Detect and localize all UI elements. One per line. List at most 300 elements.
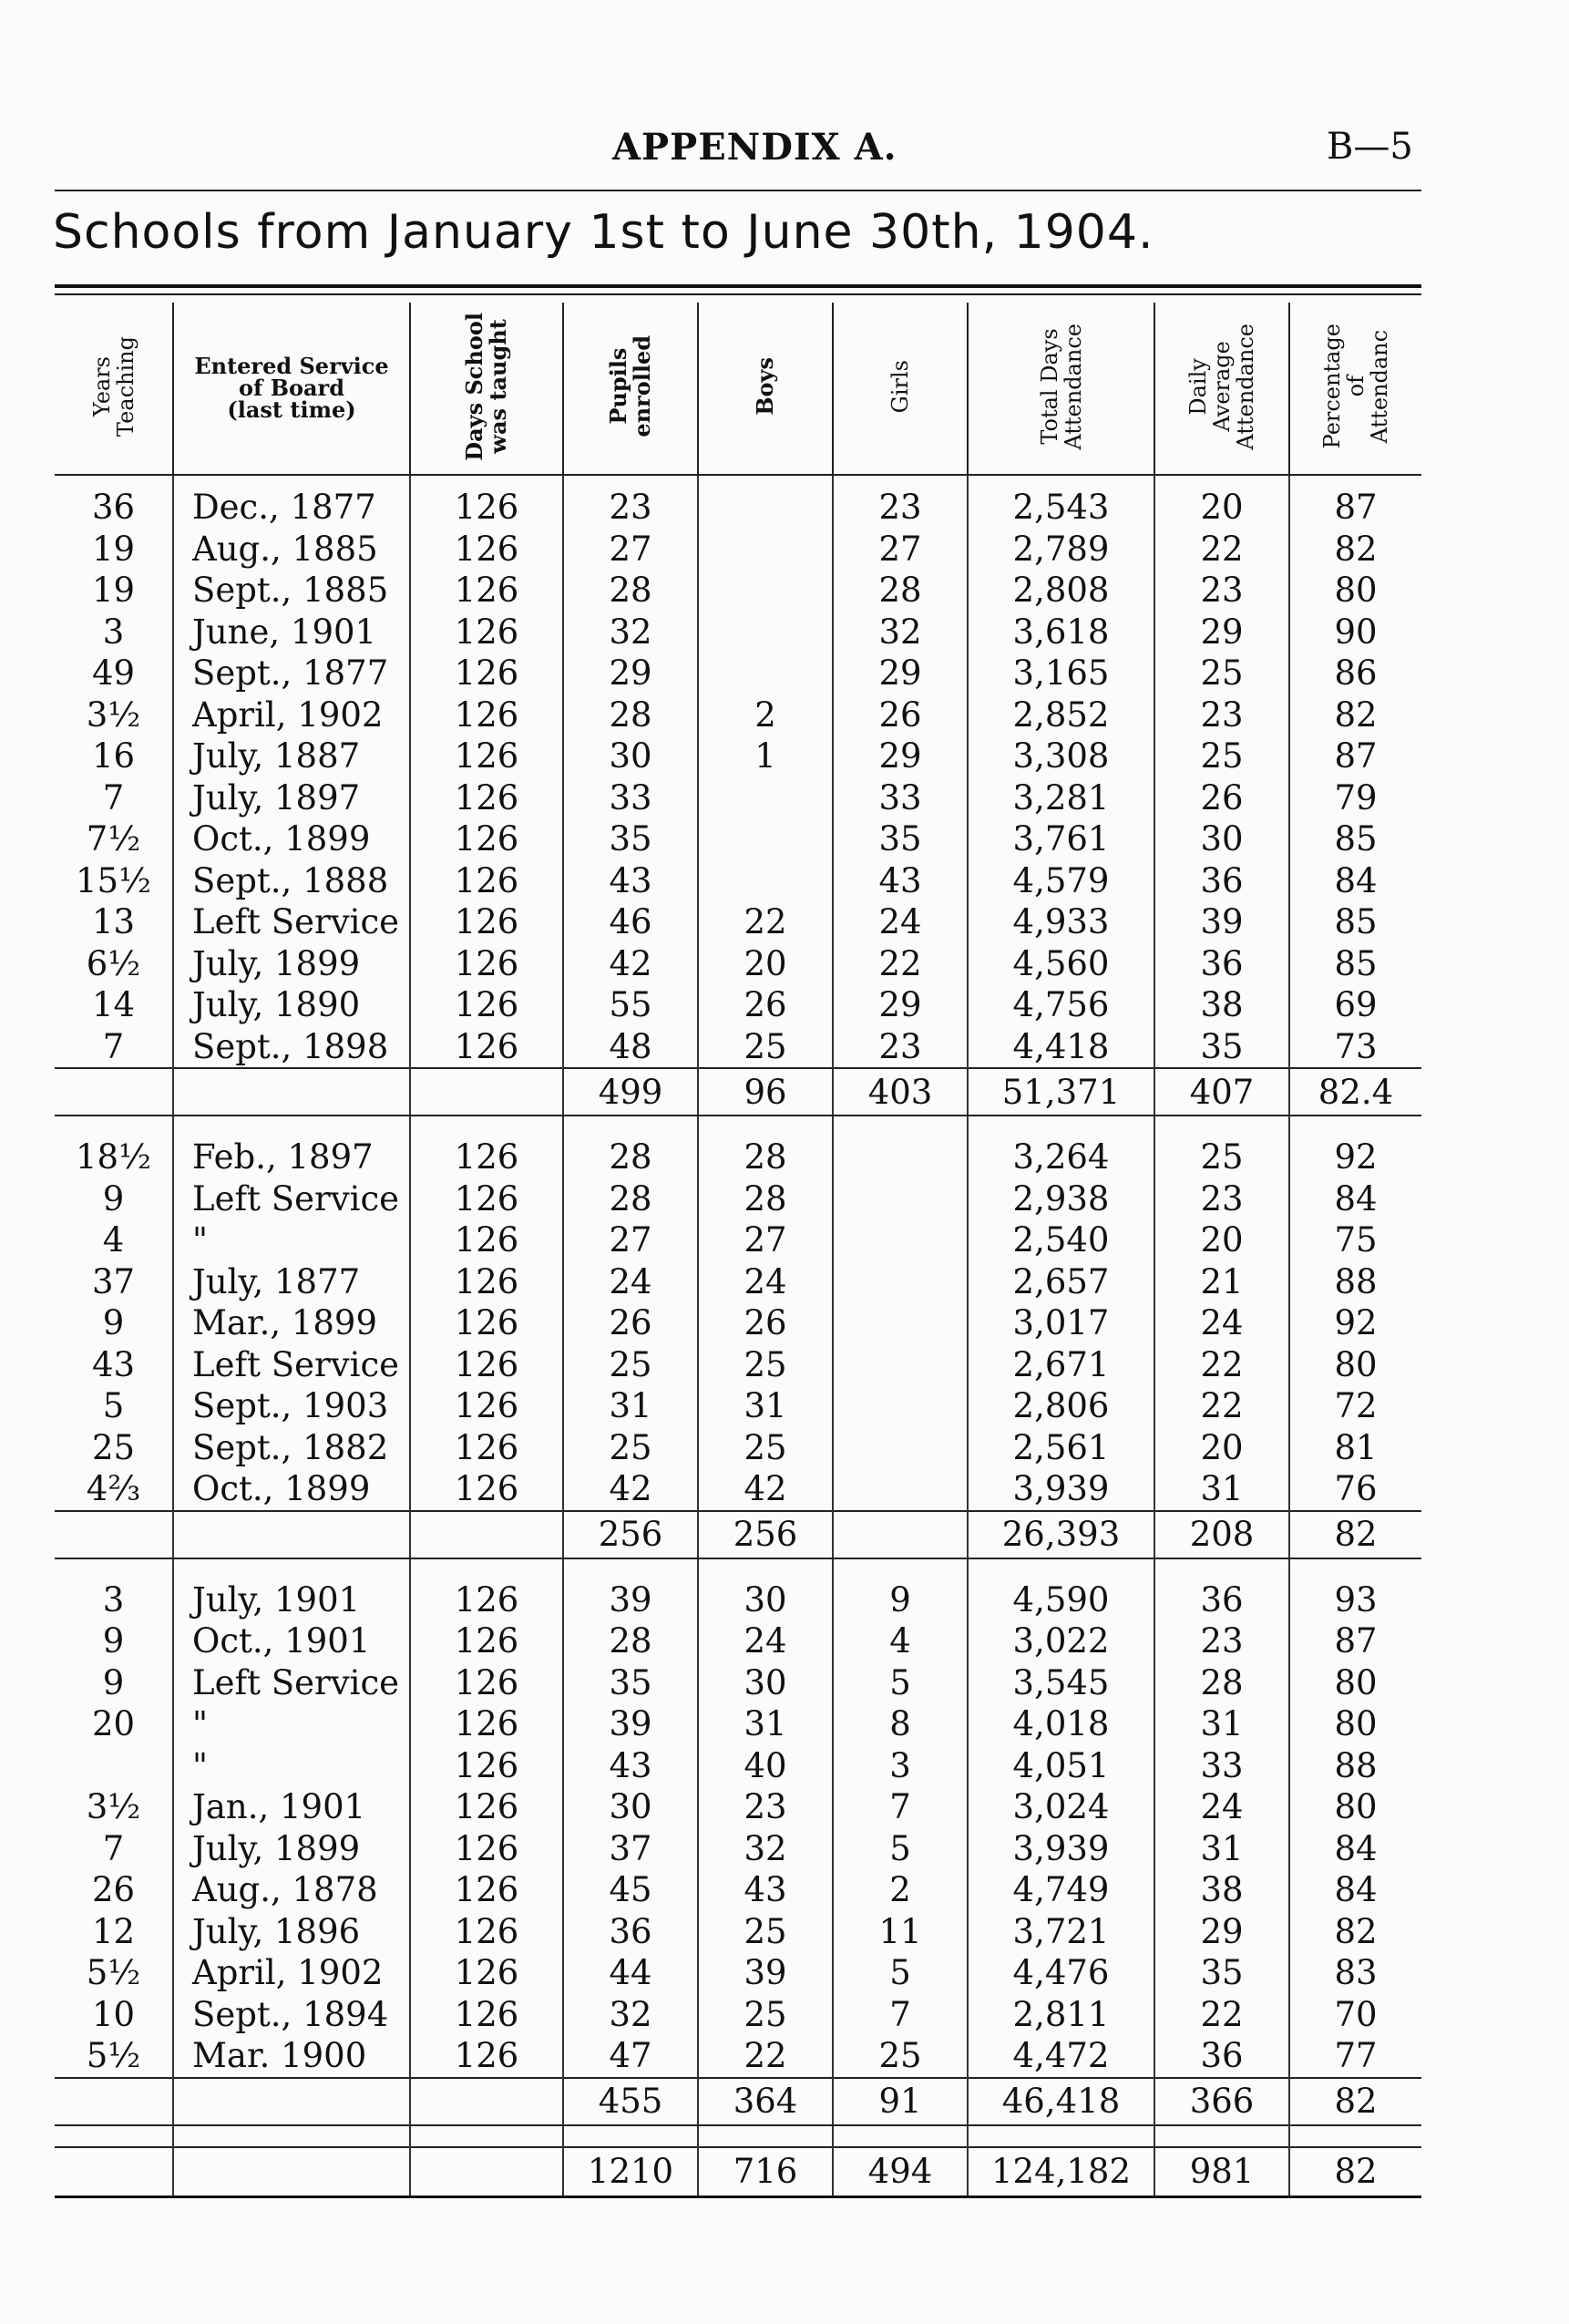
cell-entered: June, 1901 (173, 612, 410, 653)
cell-entered: Sept., 1885 (173, 570, 410, 612)
cell-years: 7 (102, 1026, 125, 1066)
cell-percentage: 80 (1289, 570, 1421, 612)
cell-percentage: 92 (1289, 1136, 1421, 1178)
cell-days: 126 (410, 1662, 563, 1704)
cell-pupils (563, 2125, 698, 2147)
cell-girls (833, 2125, 968, 2147)
cell-girls (833, 1558, 968, 1579)
cell-boys (698, 475, 833, 487)
cell-percentage: 77 (1289, 2035, 1421, 2078)
header-rule (55, 190, 1421, 191)
cell-daily-avg (1154, 475, 1289, 487)
cell-daily-avg: 981 (1154, 2147, 1289, 2197)
cell-total-days: 2,938 (968, 1178, 1154, 1220)
cell-daily-avg: 22 (1154, 1344, 1289, 1386)
cell-daily-avg: 20 (1154, 487, 1289, 529)
cell-boys: 716 (698, 2147, 833, 2197)
cell-pupils: 23 (563, 487, 698, 529)
cell-years: 3 (102, 1579, 125, 1620)
group-gap (55, 2125, 1421, 2147)
cell-percentage (1289, 475, 1421, 487)
cell-daily-avg: 22 (1154, 529, 1289, 571)
cell-percentage: 88 (1289, 1261, 1421, 1303)
cell-total-days (968, 2125, 1154, 2147)
cell-percentage: 93 (1289, 1579, 1421, 1621)
cell-pupils: 25 (563, 1427, 698, 1469)
cell-days: 126 (410, 1344, 563, 1386)
cell-pupils: 1210 (563, 2147, 698, 2197)
cell-years: 25 (91, 1427, 136, 1467)
cell-pupils: 39 (563, 1579, 698, 1621)
cell-total-days: 4,579 (968, 860, 1154, 902)
cell-years: 9 (102, 1621, 125, 1661)
cell-daily-avg: 22 (1154, 1385, 1289, 1427)
cell-pupils: 499 (563, 1068, 698, 1116)
cell-years: 13 (91, 902, 136, 942)
cell-entered (173, 2125, 410, 2147)
cell-days: 126 (410, 1219, 563, 1261)
cell-entered: July, 1899 (173, 1828, 410, 1870)
cell-total-days (968, 1558, 1154, 1579)
cell-percentage: 82 (1289, 1911, 1421, 1953)
cell-boys (698, 818, 833, 860)
cell-pupils: 48 (563, 1026, 698, 1069)
cell-girls: 3 (833, 1745, 968, 1787)
cell-girls (833, 1116, 968, 1136)
cell-total-days: 3,024 (968, 1786, 1154, 1828)
cell-percentage: 86 (1289, 653, 1421, 694)
cell-entered: July, 1890 (173, 984, 410, 1026)
cell-total-days: 3,939 (968, 1468, 1154, 1511)
cell-years: 18½ (76, 1137, 151, 1177)
cell-girls: 24 (833, 901, 968, 943)
cell-girls: 29 (833, 653, 968, 694)
cell-girls: 26 (833, 694, 968, 736)
cell-girls (833, 475, 968, 487)
cell-percentage: 79 (1289, 777, 1421, 819)
table-row (55, 1468, 1421, 1511)
cell-entered: Aug., 1885 (173, 529, 410, 571)
cell-boys (698, 529, 833, 571)
cell-girls: 9 (833, 1579, 968, 1621)
cell-years: 4⅔ (86, 1469, 141, 1509)
cell-entered: July, 1887 (173, 735, 410, 777)
table-body (55, 475, 1421, 2196)
cell-total-days: 3,165 (968, 653, 1154, 694)
cell-daily-avg: 35 (1154, 1952, 1289, 1994)
cell-girls: 5 (833, 1662, 968, 1704)
cell-daily-avg: 26 (1154, 777, 1289, 819)
cell-daily-avg: 31 (1154, 1703, 1289, 1745)
col-header-pct-label: Percentage of Attendanc (1319, 324, 1392, 449)
cell-total-days: 4,051 (968, 1745, 1154, 1787)
cell-percentage: 82 (1289, 1511, 1421, 1558)
cell-pupils: 44 (563, 1952, 698, 1994)
cell-girls (833, 1261, 968, 1303)
cell-years: 6½ (86, 943, 141, 983)
cell-pupils: 28 (563, 1136, 698, 1178)
table-row (55, 735, 1421, 777)
cell-percentage: 87 (1289, 735, 1421, 777)
col-header-daily (1154, 303, 1289, 475)
cell-years: 3 (102, 612, 125, 652)
cell-daily-avg (1154, 1558, 1289, 1579)
cell-pupils: 30 (563, 1786, 698, 1828)
cell-percentage: 82.4 (1289, 1068, 1421, 1116)
cell-pupils: 27 (563, 1219, 698, 1261)
cell-entered: Feb., 1897 (173, 1136, 410, 1178)
subtotal-row (55, 1511, 1421, 1558)
cell-total-days: 2,657 (968, 1261, 1154, 1303)
cell-days (410, 1511, 563, 1558)
cell-boys: 42 (698, 1468, 833, 1511)
cell-daily-avg: 23 (1154, 1178, 1289, 1220)
cell-years: 16 (91, 736, 136, 776)
cell-total-days: 4,560 (968, 943, 1154, 985)
table-row (55, 860, 1421, 902)
cell-percentage: 70 (1289, 1994, 1421, 2036)
cell-total-days: 3,022 (968, 1620, 1154, 1662)
cell-years: 15½ (76, 860, 151, 900)
cell-entered: Sept., 1903 (173, 1385, 410, 1427)
cell-entered: " (173, 1745, 410, 1787)
cell-days (410, 2078, 563, 2125)
cell-daily-avg: 31 (1154, 1468, 1289, 1511)
col-header-pupils (563, 303, 698, 475)
cell-boys: 25 (698, 1911, 833, 1953)
col-header-total (968, 303, 1154, 475)
cell-entered (173, 1116, 410, 1136)
table-row (55, 901, 1421, 943)
cell-pupils: 24 (563, 1261, 698, 1303)
cell-percentage: 82 (1289, 2147, 1421, 2197)
cell-total-days: 2,540 (968, 1219, 1154, 1261)
cell-girls: 28 (833, 570, 968, 612)
cell-days: 126 (410, 943, 563, 985)
cell-girls: 494 (833, 2147, 968, 2197)
cell-years: 37 (91, 1261, 136, 1301)
cell-percentage: 72 (1289, 1385, 1421, 1427)
cell-days: 126 (410, 1994, 563, 2036)
cell-daily-avg: 38 (1154, 984, 1289, 1026)
cell-years: 14 (91, 985, 136, 1025)
cell-pupils: 36 (563, 1911, 698, 1953)
cell-daily-avg: 25 (1154, 653, 1289, 694)
cell-entered: " (173, 1703, 410, 1745)
cell-percentage: 84 (1289, 1178, 1421, 1220)
cell-boys: 43 (698, 1869, 833, 1911)
cell-pupils: 26 (563, 1302, 698, 1344)
cell-years (55, 1745, 173, 1787)
cell-boys: 30 (698, 1579, 833, 1621)
cell-pupils: 35 (563, 818, 698, 860)
cell-girls (833, 1219, 968, 1261)
cell-percentage (1289, 2125, 1421, 2147)
appendix-heading: APPENDIX A. (612, 126, 897, 169)
cell-years (55, 1558, 173, 1579)
cell-boys (698, 570, 833, 612)
cell-years: 43 (91, 1344, 136, 1384)
cell-total-days: 124,182 (968, 2147, 1154, 2197)
cell-years: 5½ (86, 2036, 141, 2076)
cell-years: 9 (102, 1662, 125, 1702)
cell-total-days: 3,308 (968, 735, 1154, 777)
table-row (55, 943, 1421, 985)
cell-pupils: 28 (563, 1620, 698, 1662)
schools-table (55, 303, 1421, 2198)
cell-entered: Sept., 1882 (173, 1427, 410, 1469)
cell-total-days: 3,281 (968, 777, 1154, 819)
col-header-boys (698, 303, 833, 475)
cell-girls: 2 (833, 1869, 968, 1911)
cell-percentage: 84 (1289, 1828, 1421, 1870)
cell-days: 126 (410, 777, 563, 819)
cell-daily-avg: 20 (1154, 1427, 1289, 1469)
cell-girls: 5 (833, 1828, 968, 1870)
cell-boys: 24 (698, 1261, 833, 1303)
title-rule-thick (55, 284, 1421, 288)
cell-girls (833, 1385, 968, 1427)
col-header-pct (1289, 303, 1421, 475)
cell-entered: " (173, 1219, 410, 1261)
cell-boys (698, 860, 833, 902)
cell-days: 126 (410, 1786, 563, 1828)
cell-years: 9 (102, 1178, 125, 1219)
cell-total-days: 2,543 (968, 487, 1154, 529)
cell-daily-avg: 23 (1154, 694, 1289, 736)
cell-pupils: 39 (563, 1703, 698, 1745)
cell-pupils: 43 (563, 860, 698, 902)
cell-years: 7 (102, 777, 125, 818)
cell-years: 19 (91, 571, 136, 611)
cell-boys (698, 2125, 833, 2147)
cell-entered: Oct., 1899 (173, 818, 410, 860)
cell-days: 126 (410, 735, 563, 777)
cell-entered: Left Service (173, 901, 410, 943)
cell-girls (833, 1178, 968, 1220)
page-title: Schools from January 1st to June 30th, 1904. (53, 205, 1154, 260)
cell-daily-avg: 31 (1154, 1828, 1289, 1870)
cell-daily-avg: 35 (1154, 1026, 1289, 1069)
cell-days: 126 (410, 1178, 563, 1220)
cell-entered: Sept., 1888 (173, 860, 410, 902)
cell-percentage (1289, 1116, 1421, 1136)
cell-entered: Left Service (173, 1178, 410, 1220)
cell-percentage: 87 (1289, 1620, 1421, 1662)
cell-boys (698, 1558, 833, 1579)
cell-days (410, 475, 563, 487)
cell-daily-avg: 29 (1154, 612, 1289, 653)
cell-percentage: 80 (1289, 1662, 1421, 1704)
cell-days (410, 2147, 563, 2197)
page-number: B—5 (1327, 126, 1413, 168)
cell-days: 126 (410, 1952, 563, 1994)
cell-total-days: 2,671 (968, 1344, 1154, 1386)
cell-girls: 22 (833, 943, 968, 985)
cell-entered: July, 1897 (173, 777, 410, 819)
cell-years: 20 (91, 1704, 136, 1744)
cell-total-days (968, 1116, 1154, 1136)
cell-years: 19 (91, 529, 136, 569)
cell-girls (833, 1302, 968, 1344)
cell-entered (173, 475, 410, 487)
col-header-days (410, 303, 563, 475)
cell-days: 126 (410, 1385, 563, 1427)
cell-years: 49 (91, 653, 136, 694)
cell-percentage: 73 (1289, 1026, 1421, 1069)
cell-total-days: 2,806 (968, 1385, 1154, 1427)
cell-boys (698, 487, 833, 529)
cell-days: 126 (410, 1261, 563, 1303)
cell-total-days: 2,852 (968, 694, 1154, 736)
cell-girls (833, 1511, 968, 1558)
cell-years: 7 (102, 1828, 125, 1868)
cell-girls: 43 (833, 860, 968, 902)
cell-years (55, 1116, 173, 1136)
cell-girls: 8 (833, 1703, 968, 1745)
cell-pupils: 32 (563, 612, 698, 653)
cell-days: 126 (410, 529, 563, 571)
cell-pupils: 43 (563, 1745, 698, 1787)
table-row (55, 818, 1421, 860)
cell-girls (833, 1344, 968, 1386)
cell-total-days: 46,418 (968, 2078, 1154, 2125)
group-gap (55, 1116, 1421, 1136)
cell-percentage: 85 (1289, 818, 1421, 860)
table-row (55, 570, 1421, 612)
cell-percentage: 92 (1289, 1302, 1421, 1344)
col-header-days-label: Days School was taught (461, 312, 511, 461)
cell-days: 126 (410, 984, 563, 1026)
cell-pupils: 28 (563, 694, 698, 736)
cell-percentage: 83 (1289, 1952, 1421, 1994)
cell-entered: Mar. 1900 (173, 2035, 410, 2078)
cell-total-days: 3,761 (968, 818, 1154, 860)
cell-percentage (1289, 1558, 1421, 1579)
col-header-years (55, 303, 173, 475)
table-row (55, 1786, 1421, 1828)
cell-daily-avg: 20 (1154, 1219, 1289, 1261)
cell-girls: 27 (833, 529, 968, 571)
cell-days: 126 (410, 1427, 563, 1469)
cell-entered: Sept., 1898 (173, 1026, 410, 1069)
cell-daily-avg: 366 (1154, 2078, 1289, 2125)
cell-days: 126 (410, 1869, 563, 1911)
cell-boys (698, 777, 833, 819)
cell-total-days: 2,808 (968, 570, 1154, 612)
table-row (55, 1385, 1421, 1427)
cell-pupils (563, 1116, 698, 1136)
table-row (55, 777, 1421, 819)
cell-total-days: 3,017 (968, 1302, 1154, 1344)
cell-girls: 29 (833, 984, 968, 1026)
cell-entered: Left Service (173, 1344, 410, 1386)
cell-total-days: 3,264 (968, 1136, 1154, 1178)
cell-girls: 91 (833, 2078, 968, 2125)
cell-days: 126 (410, 1703, 563, 1745)
table-row (55, 653, 1421, 694)
cell-total-days: 2,811 (968, 1994, 1154, 2036)
cell-entered: April, 1902 (173, 1952, 410, 1994)
cell-girls: 25 (833, 2035, 968, 2078)
cell-boys: 22 (698, 2035, 833, 2078)
cell-days: 126 (410, 1136, 563, 1178)
cell-pupils: 28 (563, 1178, 698, 1220)
cell-entered (173, 2147, 410, 2197)
cell-years: 26 (91, 1870, 136, 1910)
cell-entered: Sept., 1877 (173, 653, 410, 694)
cell-daily-avg: 36 (1154, 1579, 1289, 1621)
table-row (55, 984, 1421, 1026)
col-header-pupils-label: Pupils enrolled (605, 335, 655, 437)
cell-pupils: 256 (563, 1511, 698, 1558)
cell-boys: 25 (698, 1427, 833, 1469)
cell-days: 126 (410, 1468, 563, 1511)
cell-days: 126 (410, 487, 563, 529)
table-row (55, 487, 1421, 529)
cell-boys: 31 (698, 1703, 833, 1745)
cell-days: 126 (410, 901, 563, 943)
cell-daily-avg: 25 (1154, 735, 1289, 777)
column-header-row (55, 303, 1421, 475)
col-header-girls (833, 303, 968, 475)
cell-girls: 11 (833, 1911, 968, 1953)
table-row (55, 1869, 1421, 1911)
cell-girls: 23 (833, 1026, 968, 1069)
cell-days (410, 2125, 563, 2147)
cell-boys: 256 (698, 1511, 833, 1558)
cell-percentage: 80 (1289, 1344, 1421, 1386)
cell-total-days: 3,939 (968, 1828, 1154, 1870)
cell-boys: 1 (698, 735, 833, 777)
cell-total-days: 4,018 (968, 1703, 1154, 1745)
table-row (55, 529, 1421, 571)
cell-girls: 4 (833, 1620, 968, 1662)
cell-total-days (968, 475, 1154, 487)
cell-pupils: 455 (563, 2078, 698, 2125)
cell-entered (173, 1068, 410, 1116)
cell-total-days: 3,618 (968, 612, 1154, 653)
cell-entered: April, 1902 (173, 694, 410, 736)
cell-daily-avg: 36 (1154, 2035, 1289, 2078)
cell-daily-avg: 29 (1154, 1911, 1289, 1953)
cell-years (55, 2078, 173, 2125)
cell-boys (698, 612, 833, 653)
cell-daily-avg: 36 (1154, 860, 1289, 902)
col-header-entered-label: Entered Service of Board (last time) (194, 353, 389, 423)
cell-percentage: 76 (1289, 1468, 1421, 1511)
cell-pupils: 31 (563, 1385, 698, 1427)
cell-daily-avg: 33 (1154, 1745, 1289, 1787)
cell-years: 36 (91, 488, 136, 528)
cell-girls: 23 (833, 487, 968, 529)
table-row (55, 1579, 1421, 1621)
cell-girls: 5 (833, 1952, 968, 1994)
cell-pupils: 32 (563, 1994, 698, 2036)
cell-entered: Aug., 1878 (173, 1869, 410, 1911)
cell-entered: Mar., 1899 (173, 1302, 410, 1344)
cell-pupils: 47 (563, 2035, 698, 2078)
cell-boys: 31 (698, 1385, 833, 1427)
cell-total-days: 2,789 (968, 529, 1154, 571)
cell-percentage: 69 (1289, 984, 1421, 1026)
cell-boys: 96 (698, 1068, 833, 1116)
cell-pupils: 27 (563, 529, 698, 571)
subtotal-row (55, 1068, 1421, 1116)
cell-pupils: 28 (563, 570, 698, 612)
cell-boys: 24 (698, 1620, 833, 1662)
cell-days: 126 (410, 1302, 563, 1344)
